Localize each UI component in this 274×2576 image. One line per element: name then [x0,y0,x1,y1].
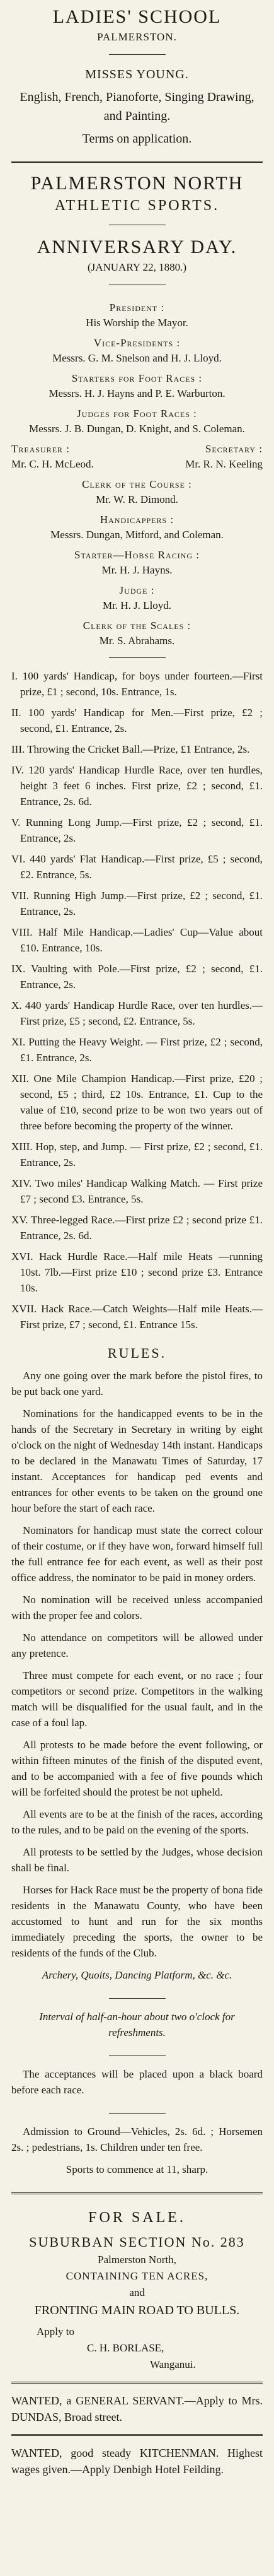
rule-item: Nominators for handicap must state the correct colour of their costume, or if they have won, forward himself full the full entrance fee for each event, as well as their post office address, the nominator to be paid in money orders. [11,1524,263,1584]
ladies-school-advert [11,5,263,152]
event-item: IX. Vaulting with Pole.—First prize, £2 ; second, £1. Entrance, 2s. [11,963,263,991]
rules-heading: RULES. [107,1345,167,1361]
ladies-school-terms: Terms on application. [82,132,192,146]
officer-names: His Worship the Mayor. [86,317,188,329]
officer-title: President : [109,302,165,314]
for-sale-title: FOR SALE. [88,2209,186,2226]
treasurer-secretary-titles [11,442,263,457]
sale-frontage: FRONTING MAIN ROAD TO BULLS. [34,2303,240,2317]
rule-item: Three must compete for each event, or no race ; four competitors or second prize. Competitors in the walking match will be disqualified for the usual fault, and in the case of a foul lap. [11,1669,263,1729]
event-item: X. 440 yards' Handicap Hurdle Race, over ten hurdles.—First prize, £5 ; second, £2. Entrance, 5s. [11,999,263,1027]
officer-names: Mr. H. J. Lloyd. [102,599,172,611]
divider [109,54,166,55]
commence-note: Sports to commence at 11, sharp. [66,2163,208,2175]
events-list [11,668,263,1338]
rule-item: Horses for Hack Race must be the property of bona fide residents in the Manawatu County, who have been accustomed to hunt and run for the six months immediately preceding the sports, the owner to be residents of the funds of the Club. [11,1884,263,1959]
sale-containing: CONTAINING TEN ACRES, [66,2270,208,2282]
event-item: I. 100 yards' Handicap, for boys under fourteen.—First prize, £1 ; second, 10s. Entrance, 1s. [11,670,263,698]
officer-title: Judges for Foot Races : [77,408,197,420]
sale-apply-label: Apply to [37,2326,74,2338]
wanted-kitchenman-advert [11,2445,263,2478]
treasurer-secretary-names [11,457,263,472]
officer-names: Messrs. G. M. Snelson and H. J. Lloyd. [52,352,222,364]
rule-item: No attendance on competitors will be allowed under any pretence. [11,1632,263,1659]
sports-date: (JANUARY 22, 1880.) [87,261,187,273]
interval-note: Interval of half-an-hour about two o'clock for refreshments. [39,2011,235,2038]
rules-list [11,1368,263,1967]
rule-item: All protests to be settled by the Judges, whose decision shall be final. [11,1846,263,1874]
event-item: XVI. Hack Hurdle Race.—Half mile Heats —running 10st. 7lb.—First prize £10 ; second prize £3. Entrance 10s. [11,1250,263,1294]
ladies-school-title: LADIES' SCHOOL [52,6,222,27]
sale-agent: C. H. BORLASE, [87,2342,164,2354]
event-item: II. 100 yards' Handicap for Men.—First prize, £2 ; second, £1. Entrance, 2s. [11,707,263,734]
treasurer-name: Mr. C. H. McLeod. [11,458,94,470]
officer-title: Starter—Hobse Racing : [74,549,200,561]
rule-item: Any one going over the mark before the pistol fires, to be put back one yard. [11,1370,263,1397]
officer-title: Vice-Presidents : [93,337,181,349]
officer-names: Messrs. J. B. Dungan, D. Knight, and S. Coleman. [29,423,245,435]
acceptances-note: The acceptances will be placed upon a black board before each race. [11,2068,263,2096]
section-divider [11,2192,263,2194]
rule-item: No nomination will be received unless accompanied with the proper fee and colors. [11,1594,263,1621]
event-item: XIV. Two miles' Handicap Walking Match. — First prize £7 ; second £3. Entrance, 5s. [11,1177,263,1205]
wanted-servant-advert [11,2392,263,2425]
officer-names: Messrs. H. J. Hayns and P. E. Warburton. [49,387,225,399]
officer-names: Mr. S. Abrahams. [99,635,175,647]
sale-place: Palmerston North, [98,2254,176,2266]
section-divider [11,161,263,163]
sports-title-line1: PALMERSTON NORTH [30,173,244,194]
sports-day: ANNIVERSARY DAY. [37,237,237,257]
event-item: V. Running Long Jump.—First prize, £2 ; second, £1. Entrance, 2s. [11,816,263,844]
officers-list [11,295,263,649]
event-item: IV. 120 yards' Handicap Hurdle Race, over ten hurdles, height 3 feet 6 inches. First prize, £2 ; second, £1. Entrance, 2s. 6d. [11,764,263,808]
sale-agent-place: Wanganui. [150,2358,196,2370]
archery-note: Archery, Quoits, Dancing Platform, &c. &c. [42,1969,232,1981]
for-sale-advert [11,2203,263,2373]
divider [109,2113,166,2114]
officer-title: Handicappers : [100,514,174,526]
admission-note: Admission to Ground—Vehicles, 2s. 6d. ; Horsemen 2s. ; pedestrians, 1s. Children under ten free. [11,2126,263,2153]
secretary-name: Mr. R. N. Keeling [185,458,263,470]
rule-item: Nominations for the handicapped events to be in the hands of the Secretary in Secretary in writing by eight o'clock on the night of Wednesday 14th instant. Handicaps to be declared in the Manawatu Times of Saturday, 17 instant. Acceptances for handicap ped events and entrances for other events to be taken on the ground one hour before the start of each race. [11,1408,263,1514]
event-item: XVII. Hack Race.—Catch Weights—Half mile Heats.—First prize, £7 ; second, £1. Entrance 15s. [11,1303,263,1331]
event-item: XII. One Mile Champion Handicap.—First prize, £20 ; second, £5 ; third, £2 10s. Entrance, £1. Cup to the value of £10, second prize to be won two years out of three before becoming the property of the winner. [11,1073,263,1132]
event-item: XI. Putting the Heavy Weight. — First prize, £2 ; second, £1. Entrance, 2s. [11,1036,263,1064]
section-divider [11,2382,263,2384]
section-divider [11,2434,263,2436]
sale-and: and [129,2286,145,2298]
ladies-school-proprietor: MISSES YOUNG. [85,68,189,81]
divider [109,1998,166,1999]
treasurer-title: Treasurer : [11,443,71,455]
officer-title: Clerk of the Scales : [83,620,191,632]
divider [109,657,166,658]
officer-title: Judge : [119,584,155,596]
suburban-section: SUBURBAN SECTION No. 283 [29,2234,245,2250]
event-item: VIII. Half Mile Handicap.—Ladies' Cup—Value about £10. Entrance, 10s. [11,926,263,954]
rule-item: All events are to be at the finish of the races, according to the rules, and to be paid on the evening of the sports. [11,1808,263,1836]
spacer [11,2478,263,2568]
event-item: VII. Running High Jump.—First prize, £2 ; second, £1. Entrance, 2s. [11,890,263,917]
wanted-servant-text: WANTED, a GENERAL SERVANT.—Apply to Mrs. DUNDAS, Broad street. [11,2394,263,2423]
secretary-title: Secretary : [205,443,263,455]
sports-title-line2: ATHLETIC SPORTS. [54,197,220,214]
wanted-kitchenman-text: WANTED, good steady KITCHENMAN. Highest wages given.—Apply Denbigh Hotel Feilding. [11,2447,263,2476]
ladies-school-place: PALMERSTON. [97,31,177,43]
officer-names: Messrs. Dungan, Mitford, and Coleman. [50,529,224,541]
athletic-sports-advert [11,172,263,2184]
rule-item: All protests to be made before the event following, or within fifteen minutes of the finish of the disputed event, and to be accompanied with a fee of five pounds which will be forfeited should the protest be not upheld. [11,1739,263,1798]
event-item: XIII. Hop, step, and Jump. — First prize, £2 ; second, £1. Entrance, 2s. [11,1141,263,1168]
officer-title: Clerk of the Course : [82,478,192,490]
officer-names: Mr. H. J. Hayns. [101,564,173,576]
officer-title: Starters for Foot Races : [71,372,203,384]
event-item: VI. 440 yards' Flat Handicap.—First prize, £5 ; second, £2. Entrance, 5s. [11,853,263,881]
event-item: III. Throwing the Cricket Ball.—Prize, £1 Entrance, 2s. [11,743,250,755]
ladies-school-subjects: English, French, Pianoforte, Singing Drawing, and Painting. [20,90,254,123]
officer-names: Mr. W. R. Dimond. [96,493,178,505]
event-item: XV. Three-legged Race.—First prize £2 ; second prize £1. Entrance, 2s. 6d. [11,1214,263,1242]
